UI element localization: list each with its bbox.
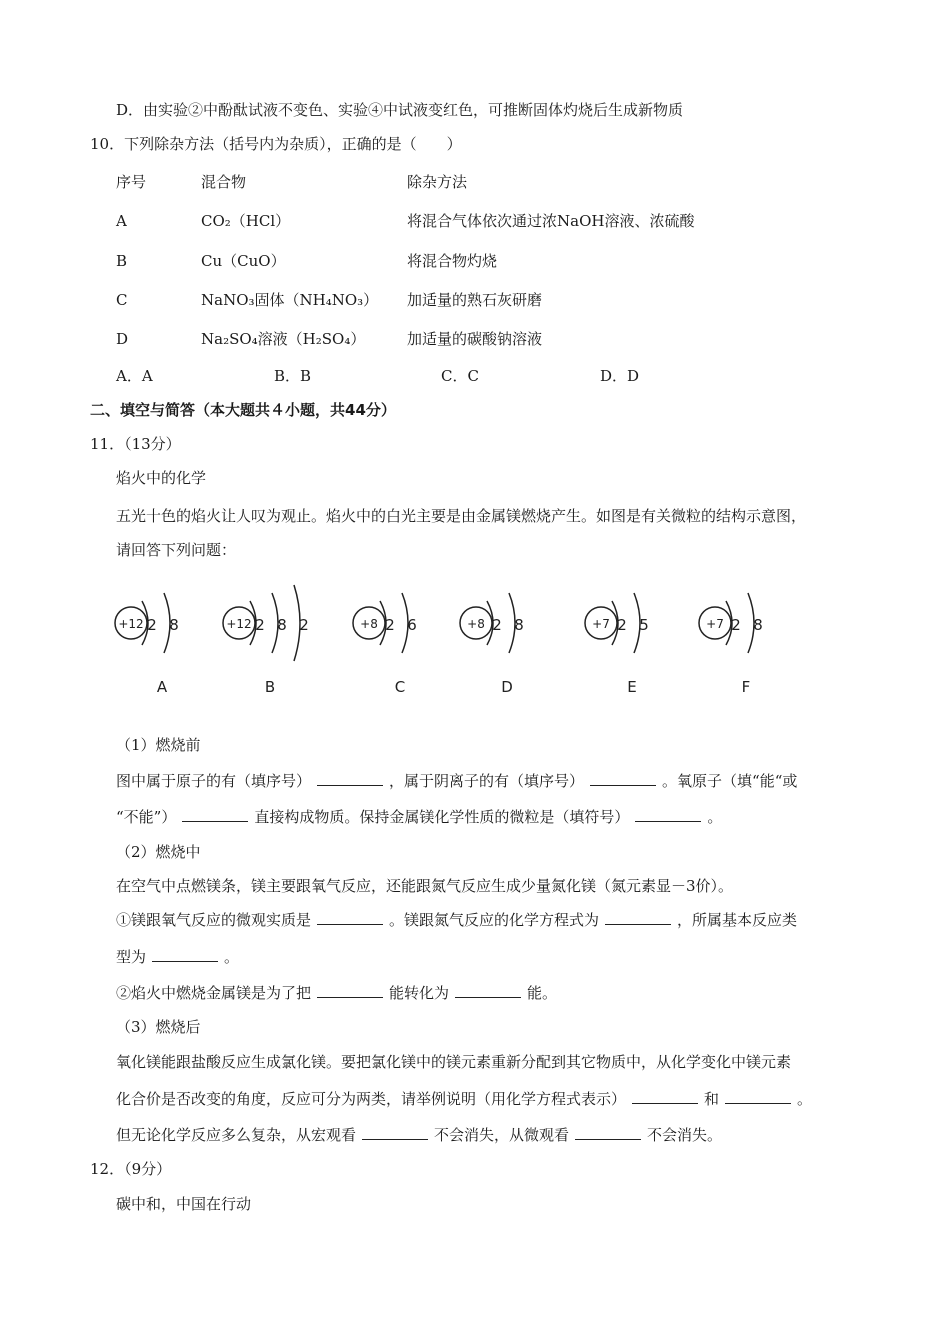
row-a-method: 将混合气体依次通过浓NaOH溶液、浓硫酸 xyxy=(407,212,695,230)
q11-number: 11．（13分） xyxy=(90,435,181,453)
p3-heading: （3）燃烧后 xyxy=(116,1018,201,1036)
choice-b: B．B xyxy=(274,367,312,385)
nucleus-charge: +7 xyxy=(592,617,610,631)
answer-blank[interactable] xyxy=(605,910,671,925)
electron-count: 8 xyxy=(514,616,524,634)
particle-C xyxy=(353,593,417,696)
text: 但无论化学反应多么复杂，从宏观看 xyxy=(116,1126,357,1144)
p2-heading: （2）燃烧中 xyxy=(116,843,201,861)
p1-line-1 xyxy=(116,770,797,792)
nucleus-charge: +12 xyxy=(226,617,252,631)
answer-blank[interactable] xyxy=(317,910,383,925)
particle-F xyxy=(699,593,763,696)
text: ②焰火中燃烧金属镁是为了把 xyxy=(116,984,312,1002)
row-b-method: 将混合物灼烧 xyxy=(407,252,498,270)
nucleus-charge: +8 xyxy=(360,617,378,631)
particle-D xyxy=(460,593,524,696)
row-d-method: 加适量的碳酸钠溶液 xyxy=(407,330,543,348)
text: ，所属基本反应类 xyxy=(677,911,798,929)
choice-c: C．C xyxy=(441,367,479,385)
nucleus-charge: +8 xyxy=(467,617,485,631)
header-mixture: 混合物 xyxy=(201,173,247,191)
answer-blank[interactable] xyxy=(182,807,248,822)
particle-label: D xyxy=(501,678,513,696)
row-c-mixture: NaNO₃固体（NH₄NO₃） xyxy=(201,291,379,309)
nucleus-charge: +7 xyxy=(706,617,724,631)
text: 。 xyxy=(707,808,723,826)
particle-label: A xyxy=(156,678,168,696)
p2-line-1: 在空气中点燃镁条，镁主要跟氧气反应，还能跟氮气反应生成少量氮化镁（氮元素显－3价）。 xyxy=(116,877,734,895)
row-b-id: B xyxy=(116,252,128,270)
p2-line-2 xyxy=(116,909,797,931)
particle-label: B xyxy=(264,678,276,696)
answer-blank[interactable] xyxy=(725,1089,791,1104)
text: 化合价是否改变的角度，反应可分为两类，请举例说明（用化学方程式表示） xyxy=(116,1090,627,1108)
text: 能。 xyxy=(527,984,558,1002)
row-c-method: 加适量的熟石灰研磨 xyxy=(407,291,543,309)
answer-blank[interactable] xyxy=(590,771,656,786)
text: 能转化为 xyxy=(389,984,450,1002)
electron-count: 8 xyxy=(169,616,179,634)
row-d-id: D xyxy=(116,330,129,348)
particle-structure-diagram xyxy=(112,578,792,698)
answer-blank[interactable] xyxy=(575,1125,641,1140)
p1-heading: （1）燃烧前 xyxy=(116,736,201,754)
particle-E xyxy=(585,593,649,696)
text: ，属于阴离子的有（填序号） xyxy=(389,772,585,790)
q11-title: 焰火中的化学 xyxy=(116,469,207,487)
row-d-mixture: Na₂SO₄溶液（H₂SO₄） xyxy=(201,330,366,348)
text: 直接构成物质。保持金属镁化学性质的微粒是（填符号） xyxy=(254,808,630,826)
row-a-mixture: CO₂（HCl） xyxy=(201,212,291,230)
answer-blank[interactable] xyxy=(455,983,521,998)
text: ①镁跟氧气反应的微观实质是 xyxy=(116,911,312,929)
row-c-id: C xyxy=(116,291,128,309)
choice-a: A．A xyxy=(116,367,153,385)
electron-count: 2 xyxy=(492,616,502,634)
electron-count: 8 xyxy=(277,616,287,634)
text: 。氧原子（填“能“或 xyxy=(662,772,798,790)
p3-line-3 xyxy=(116,1124,722,1146)
answer-blank[interactable] xyxy=(362,1125,428,1140)
p3-line-2 xyxy=(116,1088,812,1110)
row-a-id: A xyxy=(116,212,127,230)
electron-count: 6 xyxy=(407,616,417,634)
header-id: 序号 xyxy=(116,173,147,191)
electron-count: 2 xyxy=(299,616,309,634)
electron-count: 2 xyxy=(255,616,265,634)
text: 不会消失。 xyxy=(647,1126,723,1144)
particle-A xyxy=(115,593,179,696)
choice-d: D．D xyxy=(600,367,640,385)
text: 。镁跟氮气反应的化学方程式为 xyxy=(389,911,600,929)
header-method: 除杂方法 xyxy=(407,173,468,191)
text: 图中属于原子的有（填序号） xyxy=(116,772,312,790)
text: 型为 xyxy=(116,948,147,966)
particle-label: E xyxy=(627,678,637,696)
text: 不会消失，从微观看 xyxy=(434,1126,570,1144)
q12-title: 碳中和，中国在行动 xyxy=(116,1195,252,1213)
text: 。 xyxy=(224,948,240,966)
answer-blank[interactable] xyxy=(317,983,383,998)
row-b-mixture: Cu（CuO） xyxy=(201,252,286,270)
p2-line-3 xyxy=(116,946,239,968)
electron-count: 8 xyxy=(753,616,763,634)
q11-intro-2: 请回答下列问题： xyxy=(116,541,237,559)
electron-count: 5 xyxy=(639,616,649,634)
particle-label: F xyxy=(741,678,751,696)
q11-intro-1: 五光十色的焰火让人叹为观止。焰火中的白光主要是由金属镁燃烧产生。如图是有关微粒的结构示意图， xyxy=(116,507,807,525)
text: “不能”） xyxy=(116,808,177,826)
q10-stem: 10．下列除杂方法（括号内为杂质），正确的是（ ） xyxy=(90,135,462,153)
electron-count: 2 xyxy=(147,616,157,634)
text: 。 xyxy=(797,1090,813,1108)
p1-line-2 xyxy=(116,806,722,828)
answer-blank[interactable] xyxy=(152,947,218,962)
particle-label: C xyxy=(394,678,406,696)
p2-line-4 xyxy=(116,982,557,1004)
electron-count: 2 xyxy=(731,616,741,634)
nucleus-charge: +12 xyxy=(118,617,144,631)
answer-blank[interactable] xyxy=(317,771,383,786)
particle-B xyxy=(223,585,309,696)
q9-option-d: D．由实验②中酚酞试液不变色、实验④中试液变红色，可推断固体灼烧后生成新物质 xyxy=(116,101,684,119)
electron-count: 2 xyxy=(385,616,395,634)
q12-number: 12．（9分） xyxy=(90,1160,172,1178)
section-title: 二、填空与简答（本大题共４小题，共44分） xyxy=(90,401,396,419)
electron-count: 2 xyxy=(617,616,627,634)
text: 和 xyxy=(704,1090,720,1108)
p3-line-1: 氧化镁能跟盐酸反应生成氯化镁。要把氯化镁中的镁元素重新分配到其它物质中，从化学变化中镁元素 xyxy=(116,1053,792,1071)
answer-blank[interactable] xyxy=(632,1089,698,1104)
answer-blank[interactable] xyxy=(635,807,701,822)
